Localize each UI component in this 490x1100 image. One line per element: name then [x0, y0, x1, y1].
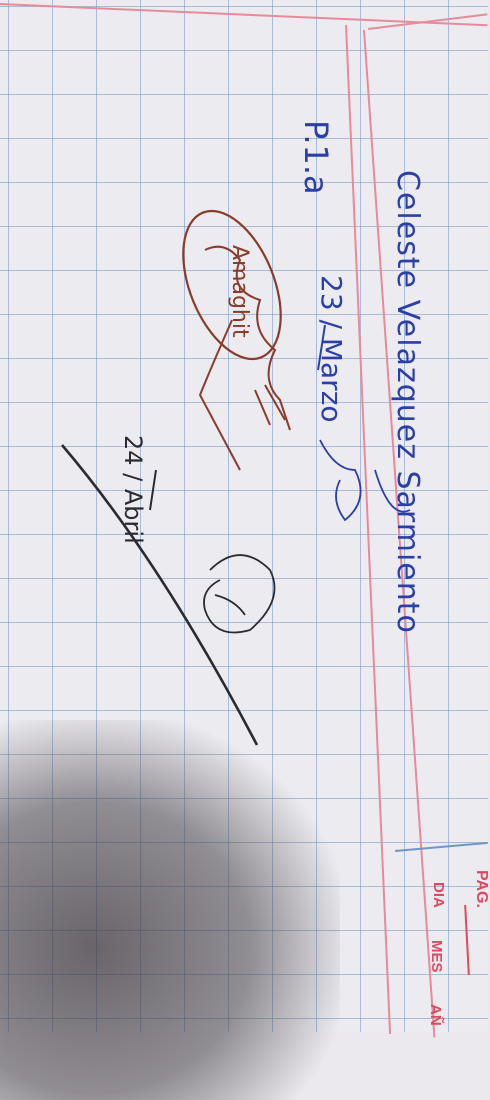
date-second: 24 / Abril — [119, 435, 147, 544]
strike-line — [62, 445, 257, 745]
section-code: P.1.a — [297, 120, 335, 195]
label-year: AÑ — [427, 1004, 444, 1026]
label-day: DIA — [430, 882, 447, 908]
slash-2 — [150, 470, 156, 510]
signature-text: Amaghit — [227, 245, 252, 338]
date-first: 23 / Marzo — [315, 275, 348, 423]
student-name: Celeste Velazquez Sarmiento — [390, 170, 425, 634]
scribble-april — [204, 555, 275, 633]
label-page: PAG. — [473, 870, 490, 908]
label-month: MES — [428, 940, 445, 973]
